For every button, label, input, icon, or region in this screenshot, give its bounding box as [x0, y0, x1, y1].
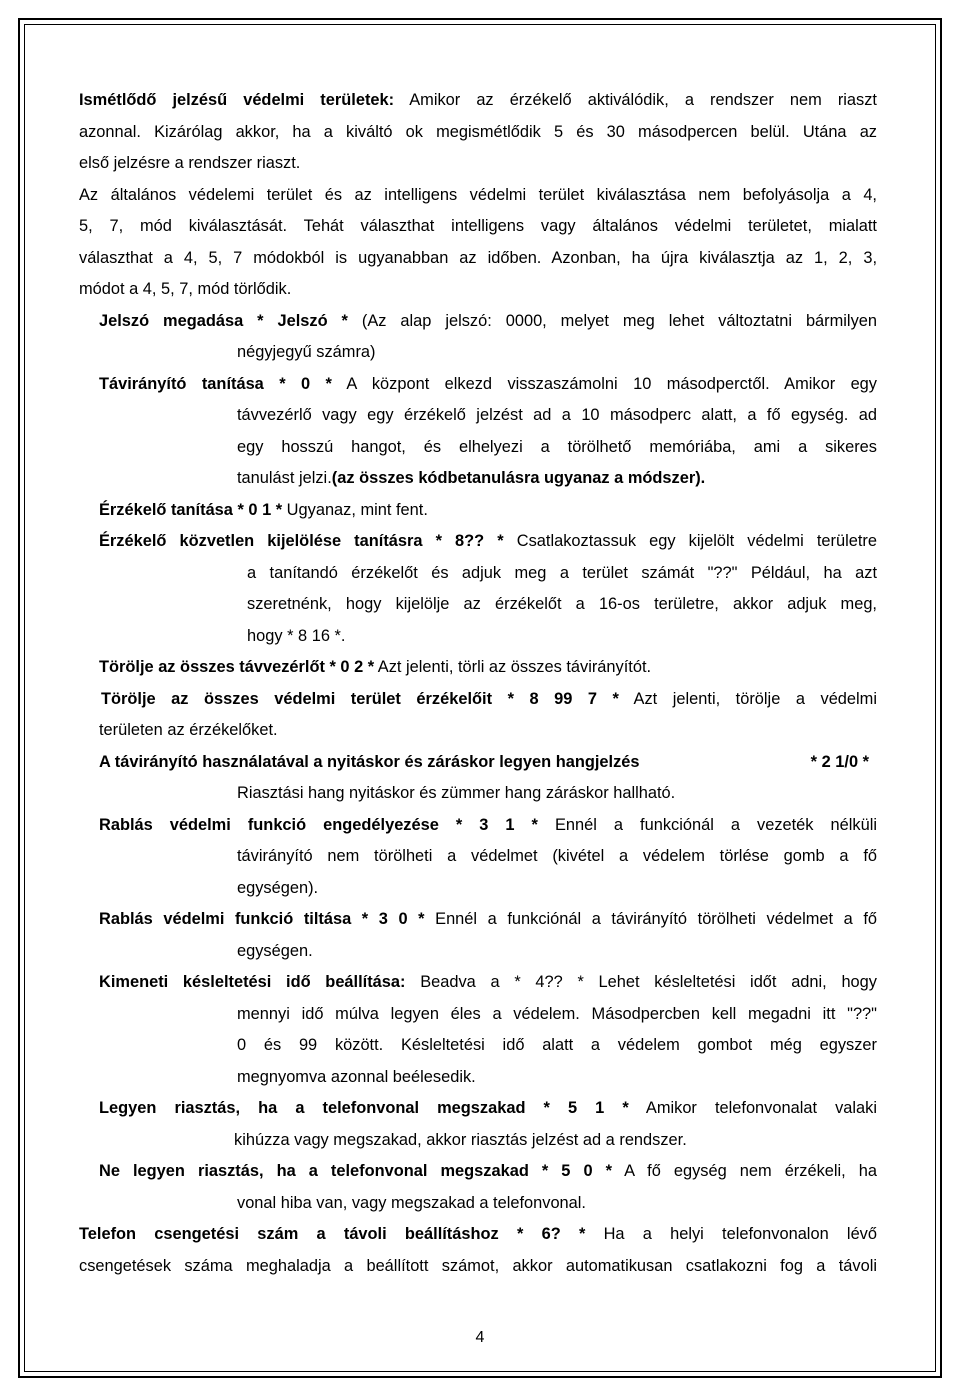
text-line	[247, 558, 877, 590]
text-line	[79, 211, 877, 243]
text-line	[237, 936, 877, 968]
text-line	[237, 778, 877, 810]
line-text: megnyomva azonnal beélesedik.	[237, 1067, 476, 1086]
text-line	[99, 904, 877, 936]
line-text: Ennél a funkciónál a vezeték nélküli	[537, 815, 877, 834]
line-text: csengetések száma meghaladja a beállított számot, akkor automatikusan csatlakozni fog a távoli	[79, 1256, 877, 1275]
text-line	[237, 1030, 877, 1062]
text-line	[79, 85, 877, 117]
bold-term: Rablás védelmi funkció tiltása * 3 0 *	[99, 910, 425, 928]
text-line	[79, 243, 877, 275]
line-text: Az általános védelemi terület és az intelligens védelmi terület kiválasztása nem befolyásolja a 4,	[79, 185, 877, 204]
bold-term: Legyen riasztás, ha a telefonvonal megszakad * 5 1 *	[99, 1099, 629, 1117]
text-line	[79, 117, 877, 149]
bold-term: A távirányító használatával a nyitáskor és záráskor legyen hangjelzés	[99, 752, 640, 771]
line-text: Amikor az érzékelő aktiválódik, a rendszer nem riaszt	[394, 91, 877, 109]
bold-term: Rablás védelmi funkció engedélyezése * 3 1 *	[99, 815, 538, 834]
bold-term: Telefon csengetési szám a távoli beállításhoz * 6? *	[79, 1225, 586, 1243]
text-line	[79, 148, 877, 180]
text-line	[101, 684, 877, 716]
line-text: Azt jelenti, törli az összes távirányítót.	[374, 658, 652, 676]
text-line	[237, 400, 877, 432]
text-line	[99, 967, 877, 999]
bold-term: Törölje az összes távvezérlőt * 0 2 *	[99, 658, 375, 676]
bold-term: * 2 1/0 *	[810, 752, 869, 771]
text-line	[237, 873, 877, 905]
text-line	[247, 621, 877, 653]
line-text: kihúzza vagy megszakad, akkor riasztás jelzést ad a rendszer.	[234, 1130, 687, 1149]
line-text: választhat a 4, 5, 7 módokból is ugyanabban az időben. Azonban, ha újra kiválasztja az 1, 2, 3,	[79, 248, 877, 267]
line-text: Azt jelenti, törölje a védelmi	[618, 689, 877, 708]
line-text: távvezérlő vagy egy érzékelő jelzést ad a 10 másodperc alatt, a fő egység. ad	[237, 406, 877, 424]
line-text: Csatlakoztassuk egy kijelölt védelmi területre	[503, 532, 877, 550]
line-text: távirányító nem törölheti a védelmet (kivétel a védelem törlése gomb a fő	[237, 847, 877, 865]
line-text: A központ elkezd visszaszámolni 10 másodperctől. Amikor egy	[331, 374, 877, 393]
line-text: első jelzésre a rendszer riaszt.	[79, 154, 301, 172]
text-line	[99, 652, 877, 684]
text-line	[79, 1219, 877, 1251]
line-text: a tanítandó érzékelőt és adjuk meg a terület számát "??" Például, ha azt	[247, 563, 877, 582]
line-text: A fő egység nem érzékeli, ha	[611, 1162, 877, 1180]
bold-term: (az összes kódbetanulásra ugyanaz a módszer).	[331, 469, 706, 487]
text-line	[99, 526, 877, 558]
line-text: 5, 7, mód kiválasztását. Tehát választhat intelligens vagy általános védelmi területet, mialatt	[79, 217, 877, 235]
text-line	[99, 747, 869, 779]
text-line	[79, 1251, 877, 1283]
bold-term: Érzékelő tanítása * 0 1 *	[99, 500, 283, 519]
text-line	[79, 180, 877, 212]
line-text: azonnal. Kizárólag akkor, ha a kiváltó ok megismétlődik 5 és 30 másodpercen belül. Utána az	[79, 122, 877, 141]
bold-term: Törölje az összes védelmi terület érzékelőit * 8 99 7 *	[101, 689, 619, 708]
bold-term: Jelszó megadása * Jelszó *	[99, 311, 348, 330]
line-text: Ennél a funkciónál a távirányító törölheti védelmet a fő	[424, 910, 877, 928]
text-line	[99, 1093, 877, 1125]
text-line	[99, 369, 877, 401]
line-text: szeretnénk, hogy kijelölje az érzékelőt a 16-os területre, akkor adjuk meg,	[247, 595, 877, 613]
line-text: Amikor telefonvonalat valaki	[628, 1099, 877, 1117]
bold-term: Ismétlődő jelzésű védelmi területek:	[79, 91, 395, 109]
text-line	[99, 715, 877, 747]
line-text: Riasztási hang nyitáskor és zümmer hang záráskor hallható.	[237, 784, 676, 802]
line-text: hogy * 8 16 *.	[247, 626, 346, 645]
document-body	[79, 85, 877, 1282]
text-line	[237, 463, 877, 495]
line-text: négyjegyű számra)	[237, 343, 376, 361]
page-number: 4	[475, 1329, 485, 1346]
text-line	[237, 337, 877, 369]
line-text: Ha a helyi telefonvonalon lévő	[585, 1225, 877, 1243]
line-text: egységen.	[237, 941, 313, 960]
line-text: (Az alap jelszó: 0000, melyet meg lehet változtatni bármilyen	[347, 311, 877, 330]
text-line	[99, 495, 877, 527]
text-line	[237, 1188, 877, 1220]
text-line	[237, 999, 877, 1031]
bold-term: Érzékelő közvetlen kijelölése tanításra * 8?? *	[99, 532, 504, 550]
line-text: módot a 4, 5, 7, mód törlődik.	[79, 280, 292, 298]
line-text: tanulást jelzi.	[237, 469, 332, 487]
line-text: egységen).	[237, 878, 319, 897]
bold-term: Kimeneti késleltetési idő beállítása:	[99, 973, 406, 991]
text-line	[234, 1125, 877, 1157]
line-text: egy hosszú hangot, és elhelyezi a törölhető memóriába, ami a sikeres	[237, 437, 877, 456]
text-line	[247, 589, 877, 621]
line-text: 0 és 99 között. Késleltetési idő alatt a védelem gombot még egyszer	[237, 1036, 877, 1054]
text-line	[79, 274, 877, 306]
line-text: Ugyanaz, mint fent.	[282, 500, 428, 519]
bold-term: Ne legyen riasztás, ha a telefonvonal megszakad * 5 0 *	[99, 1162, 612, 1180]
text-line	[237, 1062, 877, 1094]
text-line	[99, 810, 877, 842]
bold-term: Távirányító tanítása * 0 *	[99, 374, 332, 393]
text-line	[99, 306, 877, 338]
line-text: mennyi idő múlva legyen éles a védelem. Másodpercben kell megadni itt "??"	[237, 1004, 877, 1023]
text-line	[237, 841, 877, 873]
text-line	[99, 1156, 877, 1188]
line-text: Beadva a * 4?? * Lehet késleltetési időt adni, hogy	[405, 973, 877, 991]
line-text: vonal hiba van, vagy megszakad a telefonvonal.	[237, 1193, 586, 1212]
text-line	[237, 432, 877, 464]
line-text: területen az érzékelőket.	[99, 721, 278, 739]
